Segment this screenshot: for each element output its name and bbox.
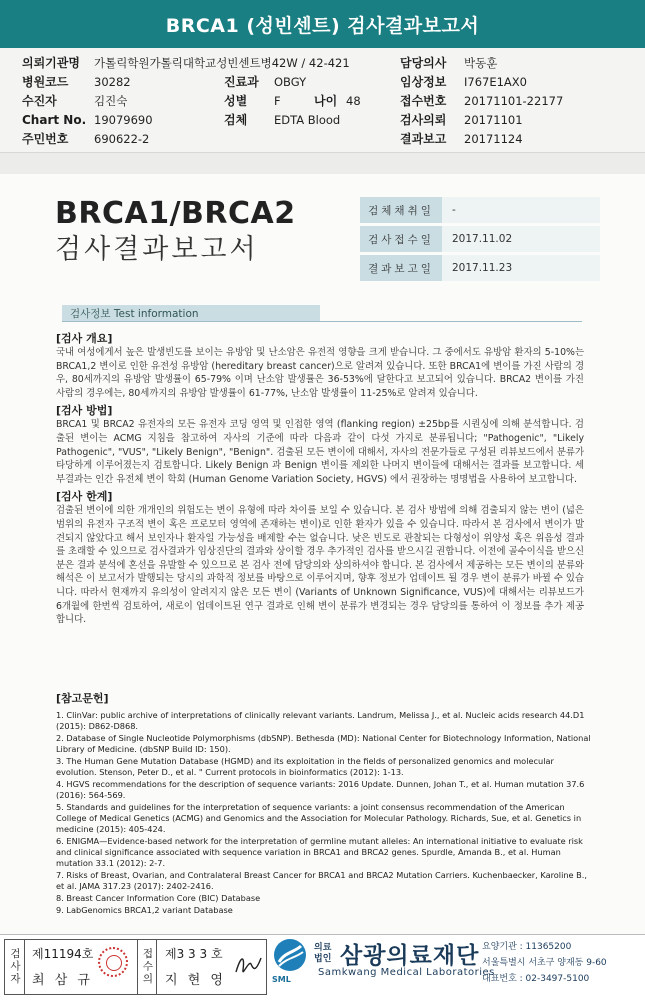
- info-row-patient: [22, 91, 382, 110]
- section-heading-overview: [검사 개요]: [56, 332, 113, 345]
- info-label: 임상정보: [400, 75, 447, 89]
- info-value: OBGY: [274, 74, 307, 89]
- org-prefix-line1: 의료: [314, 943, 332, 953]
- reference-item: 2. Database of Single Nucleotide Polymorphisms (dbSNP). Bethesda (MD): National Center for Biotechnology Information, National Library of Medicine. (dbSNP Build ID: 150).: [56, 733, 591, 754]
- info-value: 48: [346, 93, 361, 108]
- reference-item: 3. The Human Gene Mutation Database (HGMD) and its exploitation in the fields of personalized genomics and molecular evolution. Stenson, Peter D., et al. " Current protocols in bioinformatics (2012): 1-13.: [56, 756, 554, 777]
- references-heading: [참고문헌]: [56, 692, 109, 705]
- section-tab-test-information: 검사정보 Test information: [62, 305, 320, 322]
- org-phone: 대표번호 : 02-3497-5100: [482, 974, 590, 984]
- info-label: 수진자: [22, 94, 57, 108]
- org-prefix: [314, 943, 331, 965]
- section-heading-limitations: [검사 한계]: [56, 490, 113, 504]
- info-row-resident-id: [22, 129, 382, 148]
- info-value: I767E1AX0: [464, 74, 527, 89]
- reference-item: 7. Risks of Breast, Ovarian, and Contralateral Breast Cancer for BRCA1 and BRCA2 Mutation Carriers. Kuchenbaecker, Karoline B., et al. JAMA 317.23 (2017): 2402-2416.: [56, 870, 588, 891]
- report-title-line2: 검사결과보고서: [55, 234, 259, 265]
- date-row-receipt: [360, 226, 600, 252]
- info-label: 나이: [314, 94, 338, 108]
- info-row-clinical: [400, 72, 640, 91]
- date-row-report: [360, 255, 600, 281]
- references: [56, 690, 596, 917]
- info-row-institution: [22, 53, 382, 72]
- org-prefix-line2: 법인: [314, 954, 332, 964]
- report-title: [55, 196, 296, 268]
- divider: [0, 152, 645, 174]
- info-label: 진료과: [224, 75, 259, 89]
- signature-box: [4, 939, 267, 995]
- receiver-label: 접수의: [137, 940, 157, 994]
- org-address: 서울특별시 서초구 양재동 9-60: [482, 958, 607, 968]
- date-label: 결과보고일: [360, 255, 442, 281]
- info-value: 30282: [94, 74, 131, 89]
- info-row-doctor: [400, 53, 640, 72]
- info-label: Chart No.: [22, 112, 87, 127]
- reference-item: 8. Breast Cancer Information Core (BIC) Database: [56, 893, 261, 903]
- info-row-hospital-code: [22, 72, 382, 91]
- info-label: 담당의사: [400, 56, 447, 70]
- date-label: 검사접수일: [360, 226, 442, 252]
- receiver-license: 제3 3 3 호: [165, 947, 223, 961]
- sml-logo-icon: [273, 938, 307, 972]
- info-value: 19079690: [94, 112, 153, 127]
- section-text-method: BRCA1 및 BRCA2 유전자의 모든 유전자 코딩 영역 및 인접한 영역 (flanking region) ±25bp를 시퀀싱에 의해 분석합니다. 검출된 변이는 ACMG 지침을 참고하여 자사의 기준에 따라 다음과 같이 다섯 가지로 분류됩니다; "Pathogenic", "Likely Pathogenic", "VUS", "Likely Benign", "Benign". 검출된 모든 변이에 대해서, 자사의 전문가들로 구성된 리뷰보드에서 분류가 타당하게 이루어졌는지 검토합니다. Likely Benign 과 Benign 변이를 제외한 나머지 변이들에 대해서는 결과를 보고합니다. 세부결과는 인간 유전체 변이 학회 (Human Genome Variation Society, HGVS) 에서 권장하는 명명법을 사용하여 보고합니다.: [56, 419, 584, 485]
- info-row-request: [400, 110, 640, 129]
- org-name: 삼광의료재단: [340, 943, 480, 969]
- patient-info-left: [22, 53, 382, 148]
- reference-item: 1. ClinVar: public archive of interpretations of clinically relevant variants. Landrum, Melissa J., et al. Nucleic acids research 44.D1 (2015): D862-D868.: [56, 710, 585, 731]
- date-value: -: [442, 197, 600, 223]
- info-value: 가톨릭학원가톨릭대학교성빈센트병42W / 42-421: [94, 55, 350, 70]
- info-label: 병원코드: [22, 75, 69, 89]
- section-text-overview: 국내 여성에게서 높은 발생빈도를 보이는 유방암 및 난소암은 유전적 영향을 크게 받습니다. 그 중에서도 유방암 환자의 5-10%는 BRCA1,2 변이로 인한 유전성 유방암 (hereditary breast cancer)으로 알려져 있습니다. 또한 BRCA1에 변이를 가진 사람의 경우, 80세까지의 유방암 발생률이 65-79% 이며 난소암 발생률은 36-53%에 달한다고 보고되어 있습니다. BRCA2 변이를 가진 사람의 경우에는, 80세까지의 유방암 발생률이 61-77%, 난소암 발생률이 11-25%로 알려져 있습니다.: [56, 347, 584, 399]
- info-row-report: [400, 129, 640, 148]
- reference-item: 6. ENIGMA—Evidence-based network for the interpretation of germline mutant alleles: An international initiative to evaluate risk and clinical significance associated with sequence variation in BRCA1 and BRCA2 genes. Spurdle, Amanda B., et al. Human mutation 33.1 (2012): 2-7.: [56, 836, 583, 868]
- test-info-body: [56, 328, 584, 627]
- info-value: 20171101-22177: [464, 93, 564, 108]
- info-label: 의뢰기관명: [22, 56, 80, 70]
- date-label: 검체채취일: [360, 197, 442, 223]
- info-value: 박동훈: [464, 55, 498, 70]
- report-dates-table: [360, 197, 600, 284]
- reference-item: 9. LabGenomics BRCA1,2 variant Database: [56, 905, 233, 915]
- org-name-en: Samkwang Medical Laboratories: [318, 967, 495, 978]
- org-code: 요양기관 : 11365200: [482, 942, 572, 952]
- examiner-seal-icon: [98, 947, 128, 977]
- info-label: 검체: [224, 113, 248, 127]
- patient-info-right: [400, 53, 640, 148]
- date-row-collection: [360, 197, 600, 223]
- reference-item: 5. Standards and guidelines for the interpretation of sequence variants: a joint consensus recommendation of the American College of Medical Genetics (ACMG) and Genomics and the Association for Molecular Pathology. Richards, Sue, et al. Genetics in medicine (2015): 405-424.: [56, 802, 582, 834]
- examiner-name: 최 삼 규: [32, 973, 93, 988]
- info-row-receipt: [400, 91, 640, 110]
- info-value: 690622-2: [94, 131, 150, 146]
- info-label: 성별: [224, 94, 248, 108]
- info-row-chart: [22, 110, 382, 129]
- reference-item: 4. HGVS recommendations for the description of sequence variants: 2016 Update. Dunnen, Johan T., et al. Human mutation 37.6 (2016): 564-569.: [56, 779, 585, 800]
- info-value: 20171124: [464, 131, 523, 146]
- report-footer: [0, 934, 645, 1000]
- section-rule: [62, 321, 582, 322]
- info-label: 검사의뢰: [400, 113, 447, 127]
- examiner-label: 검사자: [5, 940, 25, 994]
- report-title-line1: BRCA1/BRCA2: [55, 196, 296, 231]
- info-label: 결과보고: [400, 132, 447, 146]
- date-value: 2017.11.23: [442, 255, 600, 281]
- report-header: BRCA1 (성빈센트) 검사결과보고서: [0, 0, 645, 48]
- date-value: 2017.11.02: [442, 226, 600, 252]
- examiner-license: 제11194호: [32, 947, 94, 961]
- section-heading-method: [검사 방법]: [56, 404, 113, 418]
- info-value: F: [274, 93, 281, 108]
- info-label: 주민번호: [22, 132, 69, 146]
- info-value: EDTA Blood: [274, 112, 341, 127]
- info-value: 김진숙: [94, 93, 128, 108]
- section-text-limitations: 검출된 변이에 의한 개개인의 위험도는 변이 유형에 따라 차이를 보일 수 있습니다. 본 검사 방법에 의해 검출되지 않는 변이 (넓은 범위의 유전자 구조적 변이 혹은 프로모터 영역에 존재하는 변이)로 인한 환자가 있을 수 있습니다. 따라서 본 검사에서 변이가 발견되지 않았다고 해서 보인자나 환자일 가능성을 배제할 수는 없습니다. 낮은 빈도로 관찰되는 다형성이 위양성 혹은 위음성 결과를 초래할 수 있으므로 검사결과가 임상진단의 결과와 상이할 경우 추가적인 검사를 받으시길 권합니다. 이전에 골수이식을 받으신 분은 결과 분석에 혼선을 유발할 수 있으므로 본 검사 전에 담당의와 상의하셔야 합니다. 본 검사에서 제공하는 모든 변이의 분류와 해석은 이 보고서가 발행되는 당시의 과학적 정보를 바탕으로 이루어지며, 향후 정보가 업데이트 될 경우 변이 분류가 바뀔 수 있습니다. 따라서 현재까지 유의성이 알려지지 않은 모든 변이 (Variants of Unknown Significance, VUS)에 대해서는 리뷰보드가 6개월에 한번씩 검토하여, 새로이 업데이트된 연구 결과로 인해 변이 분류가 변경되는 경우 담당의를 통하여 이 정보를 추가 제공합니다.: [56, 505, 584, 626]
- logo-text: SML: [272, 975, 291, 984]
- signature-icon: [233, 950, 263, 980]
- info-label: 접수번호: [400, 94, 447, 108]
- info-value: 20171101: [464, 112, 523, 127]
- reference-list: [56, 710, 596, 916]
- receiver-name: 지 현 영: [165, 973, 226, 988]
- org-contact: [482, 939, 607, 987]
